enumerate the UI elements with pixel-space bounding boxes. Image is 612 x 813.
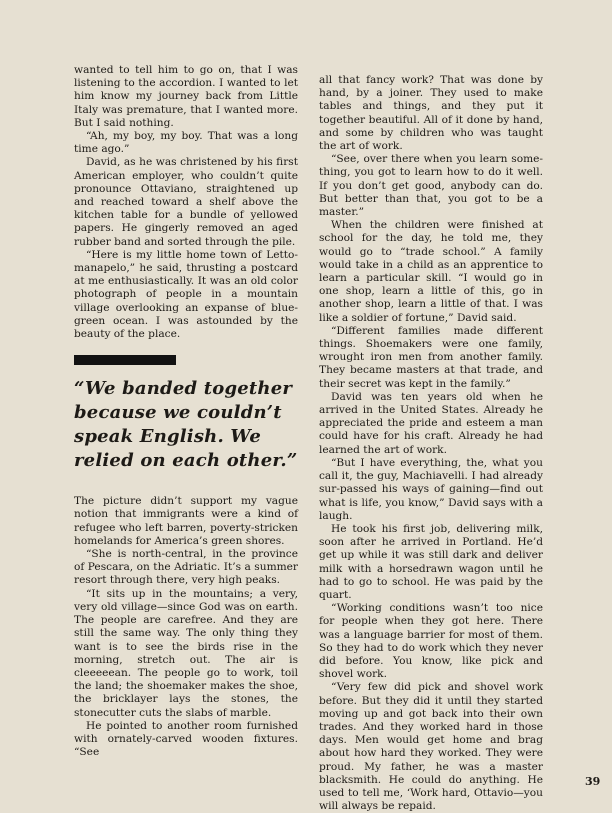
pull-quote-bar: [74, 355, 176, 365]
body-paragraph: wanted to tell him to go on, that I was listening to the accordion. I wanted to let him know my journey back from Little Italy was premature, that I wanted more. But I said nothing.: [74, 64, 298, 129]
pull-quote-block: [74, 355, 298, 483]
body-paragraph: “See, over there when you learn some-thing, you got to learn how to do it well. If you don’t get good, anybody can do. But better than that, you got to be a master.”: [319, 153, 543, 219]
body-paragraph: David, as he was christened by his first American employer, who couldn’t quite pronounce Ottaviano, straightened up and reached toward a shelf above the kitchen table for a bundle of yellowed papers. He gingerly removed an aged rubber band and sorted through the pile.: [74, 156, 298, 248]
body-paragraph: “Different families made different things. Shoemakers were one family, wrought iron men from another family. They became masters at that trade, and their secret was kept in the family.”: [319, 324, 543, 390]
body-paragraph: all that fancy work? That was done by hand, by a joiner. They used to make tables and things, and they put it together beautiful. All of it done by hand, and some by children who was taught the art of work.: [319, 74, 543, 153]
body-paragraph: “But I have everything, the, what you call it, the guy, Machiavelli. I had already sur-passed his ways of gaining—find out what is life, you know,” David says with a laugh.: [319, 456, 543, 522]
right-column: [319, 74, 543, 813]
left-column: [74, 64, 298, 759]
body-paragraph: “Here is my little home town of Letto-manapelo,” he said, thrusting a postcard at me enthusiastically. It was an old color photograph of people in a mountain village overlooking an expanse of blue-green ocean. I was astounded by the beauty of the place.: [74, 248, 298, 341]
body-paragraph: He pointed to another room furnished with ornately-carved wooden fixtures. “See: [74, 719, 298, 759]
body-paragraph: “Working conditions wasn’t too nice for people when they got here. There was a language barrier for most of them. So they had to do work which they never did before. You know, like pick and shovel work.: [319, 602, 543, 681]
body-paragraph: When the children were finished at school for the day, he told me, they would go to “trade school.” A family would take in a child as an apprentice to learn a particular skill. “I would go in one shop, learn a little of this, go in another shop, learn a little of that. I was like a soldier of fortune,” David said.: [319, 219, 543, 324]
body-paragraph: David was ten years old when he arrived in the United States. Already he appreciated the pride and esteem a man could have for his craft. Already he had learned the art of work.: [319, 390, 543, 456]
body-paragraph: He took his first job, delivering milk, soon after he arrived in Portland. He’d get up while it was still dark and deliver milk with a horsedrawn wagon until he had to go to school. He was paid by the quart.: [319, 522, 543, 601]
body-paragraph: “Ah, my boy, my boy. That was a long time ago.”: [74, 130, 298, 156]
left-column-lower: [74, 495, 298, 759]
body-paragraph: The picture didn’t support my vague notion that immigrants were a kind of refugee who left barren, poverty-stricken homelands for America’s green shores.: [74, 495, 298, 547]
page-number: 39: [585, 775, 601, 788]
body-paragraph: “Very few did pick and shovel work before. But they did it until they started moving up and got back into their own trades. And they worked hard in those days. Men would get home and brag about how hard they worked. They were proud. My father, he was a master blacksmith. He could do anything. He used to tell me, ‘Work hard, Ottavio—you will always be repaid.: [319, 681, 543, 813]
pull-quote: “We banded together because we couldn’t speak English. We relied on each other.”: [74, 378, 298, 472]
body-paragraph: “She is north-central, in the province of Pescara, on the Adriatic. It’s a summer resort through there, very high peaks.: [74, 548, 298, 587]
body-paragraph: “It sits up in the mountains; a very, very old village—since God was on earth. The people are carefree. And they are still the same way. The only thing they want is to see the birds rise in the morning, stretch out. The air is cleeeeean. The people go to work, toil the land; the shoemaker makes the shoe, the bricklayer lays the stones, the stonecutter cuts the slabs of marble.: [74, 587, 298, 719]
